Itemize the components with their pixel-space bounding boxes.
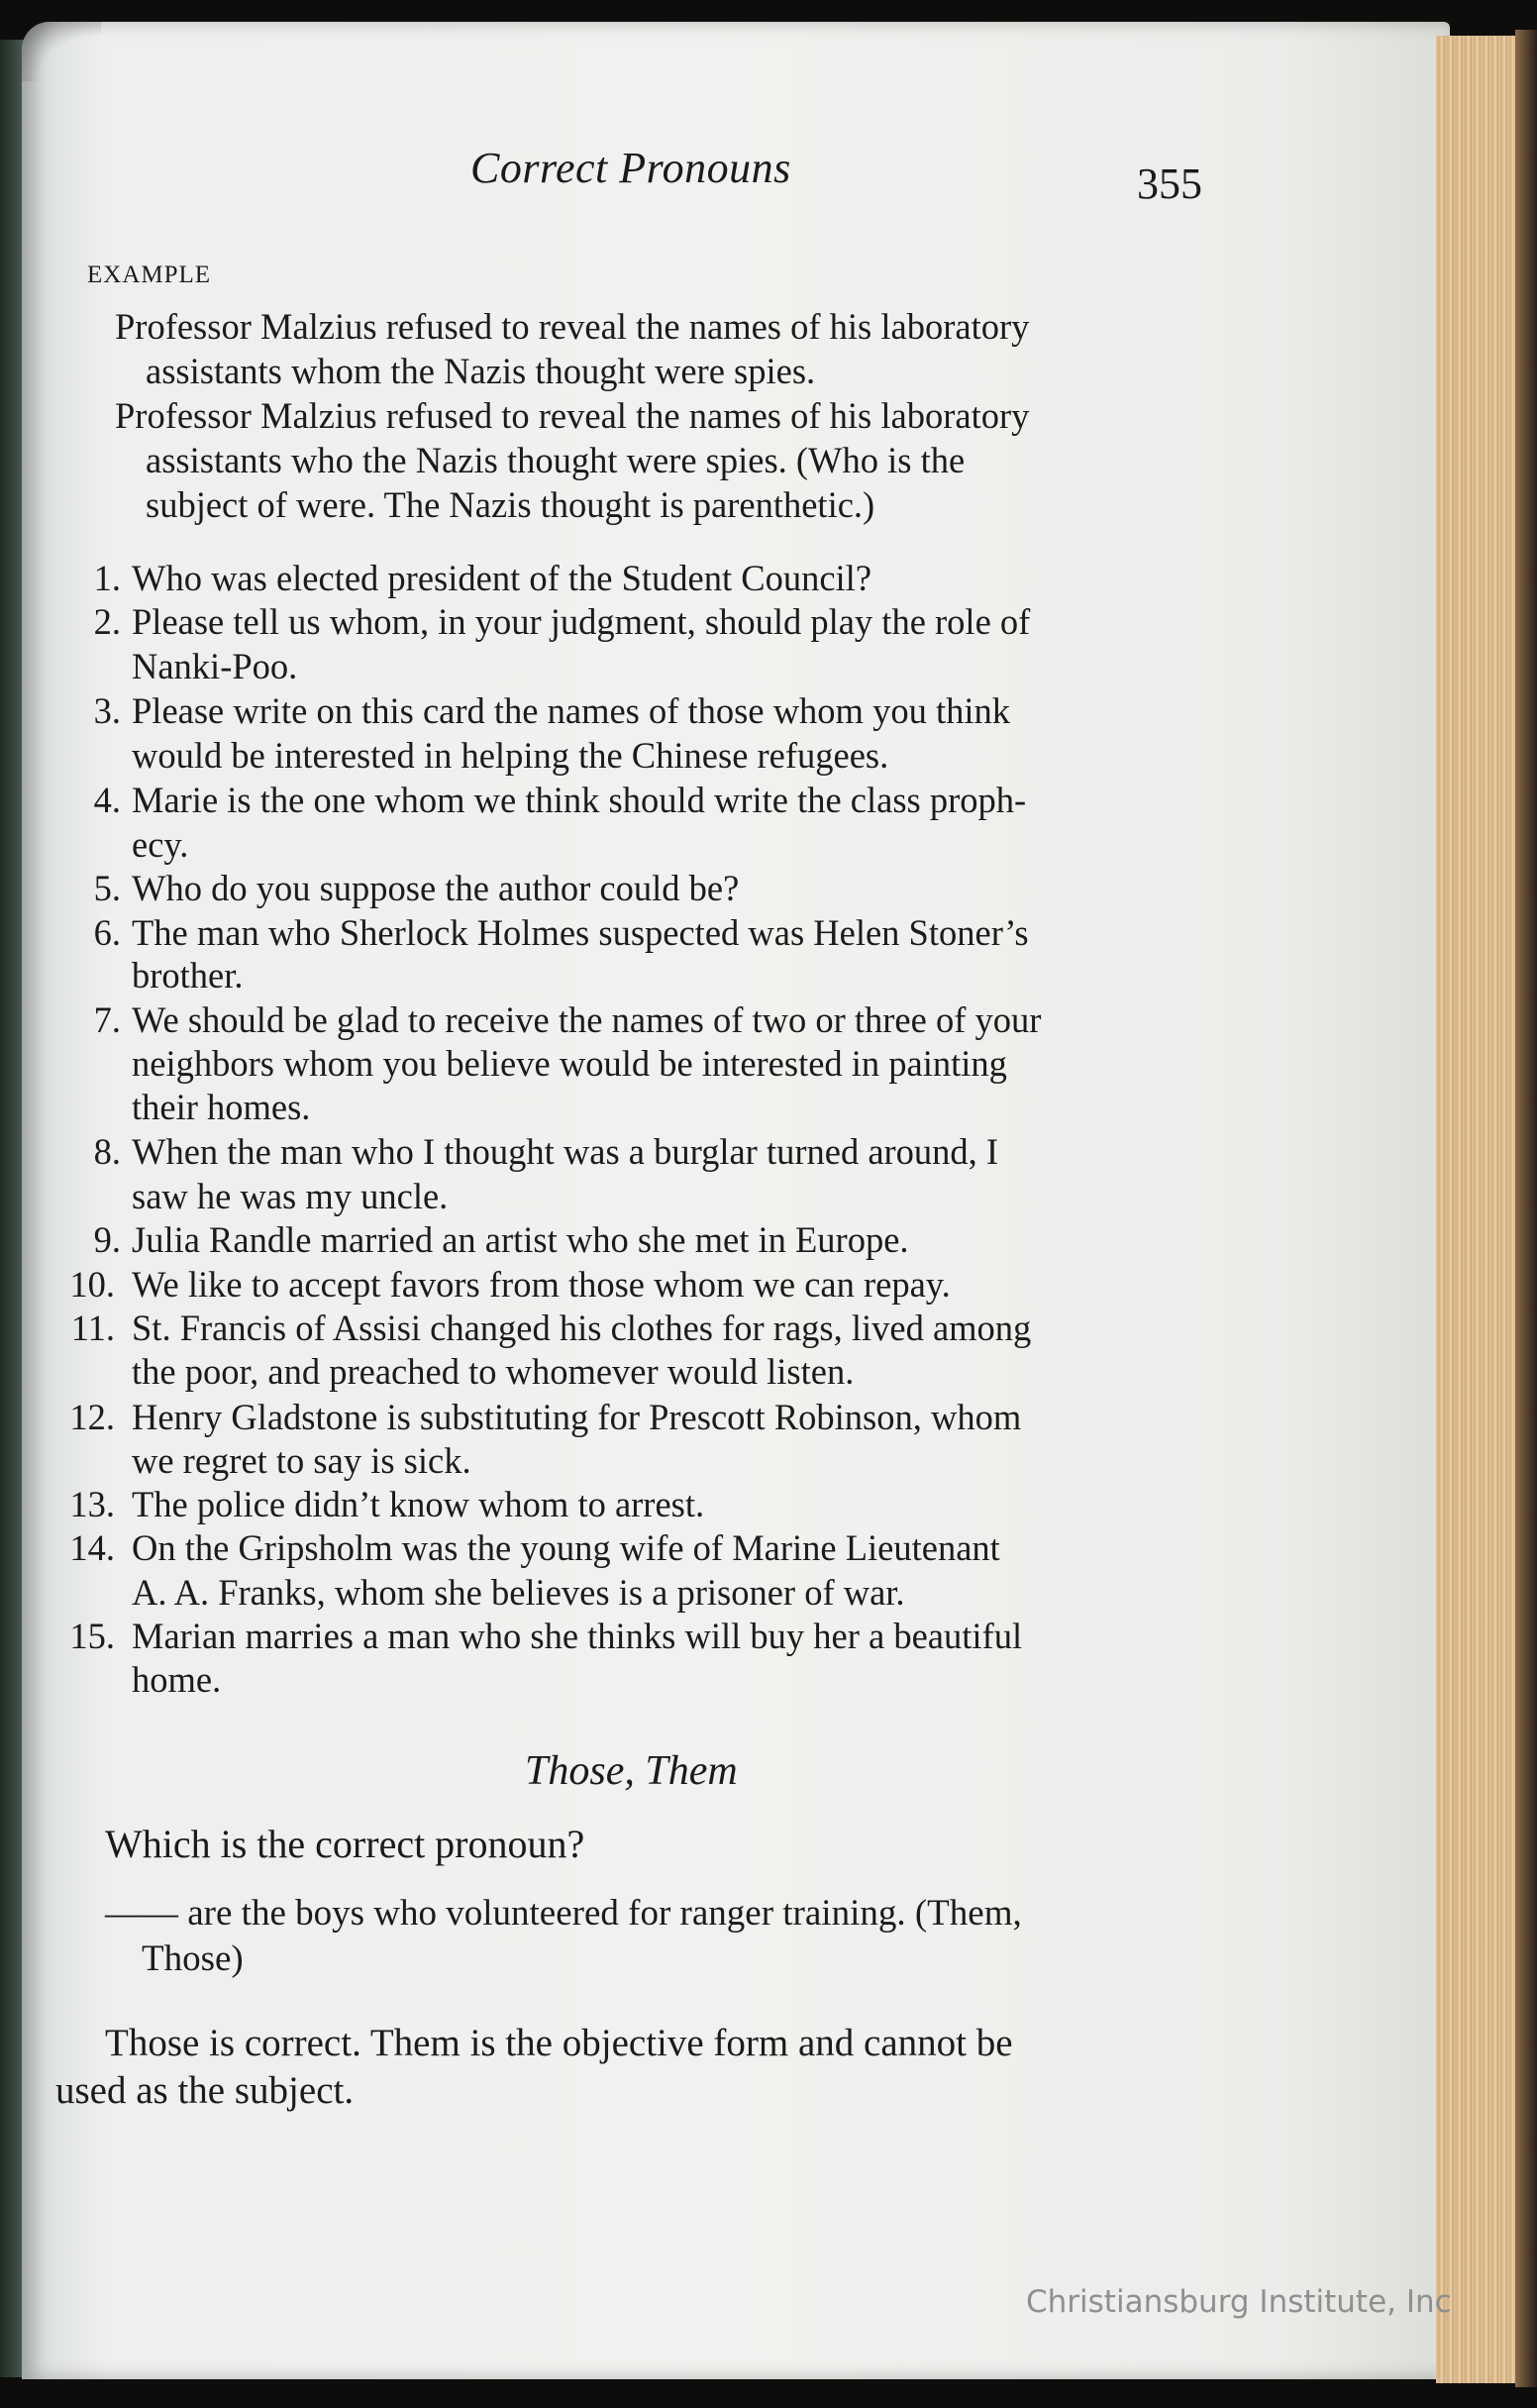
- page-stack-edge: [1436, 36, 1525, 2383]
- exercise-number: 6.: [93, 912, 121, 953]
- exercise-line: we regret to say is sick.: [132, 1440, 471, 1481]
- exercise-line: would be interested in helping the Chinese refugees.: [132, 735, 889, 776]
- exercise-number: 4.: [93, 780, 121, 820]
- exercise-line: brother.: [132, 955, 244, 995]
- exercise-line: home.: [132, 1659, 222, 1700]
- exercise-line: The man who Sherlock Holmes suspected was Helen Stoner’s: [132, 912, 1029, 953]
- example-line: subject of were. The Nazis thought is parenthetic.): [146, 484, 875, 525]
- exercise-line: Henry Gladstone is substituting for Prescott Robinson, whom: [132, 1397, 1022, 1437]
- exercise-line: The police didn’t know whom to arrest.: [132, 1484, 705, 1524]
- page-number: 355: [1137, 159, 1202, 208]
- exercise-number: 14.: [69, 1527, 115, 1568]
- exercise-line: Marie is the one whom we think should write the class proph-: [132, 780, 1027, 820]
- exercise-line: Who do you suppose the author could be?: [132, 868, 740, 908]
- answer-line: Those is correct. Them is the objective form and cannot be: [105, 2022, 1013, 2064]
- exercise-line: their homes.: [132, 1087, 311, 1127]
- example-line: assistants whom the Nazis thought were spies.: [146, 351, 816, 391]
- exercise-line: Julia Randle married an artist who she met in Europe.: [132, 1219, 909, 1260]
- exercise-number: 2.: [93, 601, 121, 642]
- exercise-line: When the man who I thought was a burglar turned around, I: [132, 1131, 999, 1172]
- exercise-number: 8.: [93, 1131, 121, 1172]
- example-label: EXAMPLE: [87, 262, 212, 288]
- exercise-line: St. Francis of Assisi changed his clothes for rags, lived among: [132, 1308, 1032, 1348]
- exercise-number: 3.: [93, 690, 121, 731]
- exercise-number: 5.: [93, 868, 121, 908]
- exercise-line: We should be glad to receive the names of two or three of your: [132, 999, 1042, 1040]
- exercise-line: neighbors whom you believe would be interested in painting: [132, 1043, 1007, 1084]
- exercise-line: Marian marries a man who she thinks will buy her a beautiful: [132, 1616, 1023, 1656]
- exercise-line: the poor, and preached to whomever would listen.: [132, 1351, 855, 1392]
- example-line: assistants who the Nazis thought were spies. (Who is the: [146, 440, 966, 480]
- page-corner-shadow: [22, 22, 101, 81]
- exercise-line: saw he was my uncle.: [132, 1176, 449, 1216]
- prompt-line: —— are the boys who volunteered for ranger training. (Them,: [105, 1893, 1022, 1934]
- answer-line: used as the subject.: [55, 2069, 355, 2112]
- example-line: Professor Malzius refused to reveal the names of his laboratory: [115, 306, 1030, 347]
- exercise-line: Please write on this card the names of those whom you think: [132, 690, 1010, 731]
- exercise-line: Nanki-Poo.: [132, 646, 298, 686]
- exercise-number: 12.: [69, 1397, 115, 1437]
- exercise-number: 13.: [69, 1484, 115, 1524]
- prompt-line: Those): [142, 1938, 244, 1979]
- exercise-line: We like to accept favors from those whom we can repay.: [132, 1264, 951, 1305]
- exercise-line: On the Gripsholm was the young wife of Marine Lieutenant: [132, 1527, 1000, 1568]
- exercise-line: A. A. Franks, whom she believes is a prisoner of war.: [132, 1572, 905, 1613]
- exercise-line: Please tell us whom, in your judgment, should play the role of: [132, 601, 1031, 642]
- exercise-line: Who was elected president of the Student Council?: [132, 558, 872, 598]
- book-spine-shadow: [1515, 30, 1537, 2387]
- watermark: Christiansburg Institute, Inc: [1026, 2284, 1452, 2320]
- exercise-number: 11.: [70, 1308, 115, 1348]
- exercise-number: 1.: [93, 558, 121, 598]
- section-question: Which is the correct pronoun?: [105, 1822, 585, 1866]
- section-heading: Those, Them: [525, 1748, 738, 1794]
- running-head-title: Correct Pronouns: [470, 144, 791, 192]
- exercise-number: 7.: [93, 999, 121, 1040]
- exercise-number: 15.: [69, 1616, 115, 1656]
- example-line: Professor Malzius refused to reveal the names of his laboratory: [115, 395, 1030, 436]
- exercise-number: 9.: [93, 1219, 121, 1260]
- exercise-number: 10.: [69, 1264, 115, 1305]
- exercise-line: ecy.: [132, 824, 189, 865]
